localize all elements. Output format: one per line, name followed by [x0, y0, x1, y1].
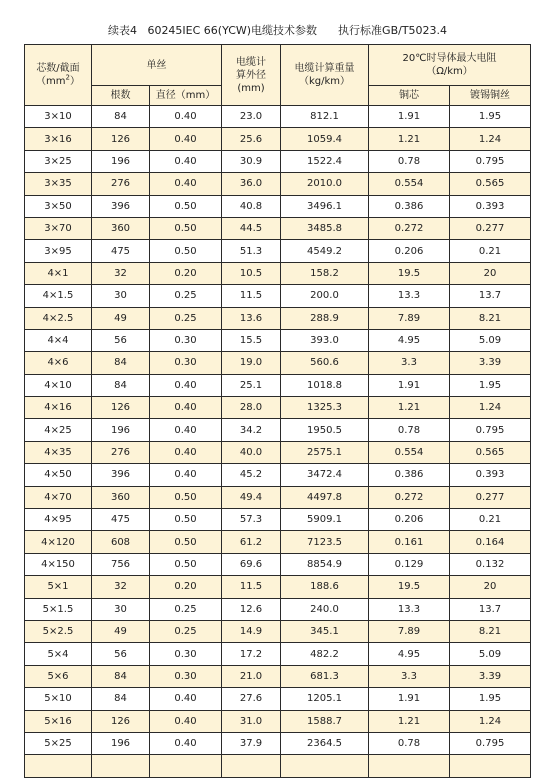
cell-tinned-resistance: 0.164 — [450, 531, 531, 553]
cell-copper-resistance: 4.95 — [369, 643, 450, 665]
table-row — [25, 553, 531, 575]
cell-core-section: 3×50 — [25, 195, 92, 217]
cell-diameter: 0.40 — [150, 441, 222, 463]
cell-count: 49 — [92, 307, 150, 329]
table-row — [25, 665, 531, 687]
cell-copper-resistance: 0.78 — [369, 419, 450, 441]
cell-count: 360 — [92, 486, 150, 508]
table-row — [25, 173, 531, 195]
cell-tinned-resistance: 8.21 — [450, 620, 531, 642]
cell-diameter: 0.40 — [150, 128, 222, 150]
cell-outer-diameter: 51.3 — [222, 240, 281, 262]
cell-tinned-resistance: 0.795 — [450, 419, 531, 441]
header-resistance: 20℃时导体最大电阻 （Ω/km） — [369, 45, 531, 86]
cell-weight: 1325.3 — [281, 397, 369, 419]
table-row — [25, 307, 531, 329]
header-core-section: 芯数/截面 $(mm^2)$ — [25, 45, 92, 106]
cell-copper-resistance: 1.91 — [369, 106, 450, 128]
cell-count: 32 — [92, 262, 150, 284]
table-body — [25, 106, 531, 778]
cell-tinned-resistance: 8.21 — [450, 307, 531, 329]
table-row — [25, 150, 531, 172]
cell-diameter: 0.25 — [150, 598, 222, 620]
cell-core-section: 4×120 — [25, 531, 92, 553]
cell-copper-resistance: 0.386 — [369, 195, 450, 217]
cell-tinned-resistance: 13.7 — [450, 285, 531, 307]
cell-core-section: 5×1 — [25, 576, 92, 598]
cell-copper-resistance: 0.206 — [369, 509, 450, 531]
cell-copper-resistance: 1.91 — [369, 688, 450, 710]
cell-diameter: 0.40 — [150, 710, 222, 732]
cell-core-section: 3×16 — [25, 128, 92, 150]
cell-tinned-resistance — [450, 755, 531, 777]
cell-copper-resistance: 3.3 — [369, 352, 450, 374]
cell-outer-diameter: 27.6 — [222, 688, 281, 710]
cell-copper-resistance: 1.91 — [369, 374, 450, 396]
table-row — [25, 285, 531, 307]
cell-count: 30 — [92, 285, 150, 307]
cell-outer-diameter: 13.6 — [222, 307, 281, 329]
cell-diameter: 0.40 — [150, 397, 222, 419]
header-copper: 铜芯 — [369, 86, 450, 106]
cell-weight: 681.3 — [281, 665, 369, 687]
cell-outer-diameter: 61.2 — [222, 531, 281, 553]
cell-weight: 1059.4 — [281, 128, 369, 150]
cell-diameter: 0.25 — [150, 285, 222, 307]
cell-weight: 345.1 — [281, 620, 369, 642]
cell-core-section: 5×4 — [25, 643, 92, 665]
table-row — [25, 441, 531, 463]
cell-weight: 482.2 — [281, 643, 369, 665]
table-row — [25, 329, 531, 351]
table-row — [25, 217, 531, 239]
cell-core-section: 4×16 — [25, 397, 92, 419]
cell-tinned-resistance: 1.95 — [450, 374, 531, 396]
cell-copper-resistance: 0.129 — [369, 553, 450, 575]
cell-diameter: 0.40 — [150, 374, 222, 396]
cell-outer-diameter: 44.5 — [222, 217, 281, 239]
cell-tinned-resistance: 0.277 — [450, 486, 531, 508]
cell-count: 56 — [92, 329, 150, 351]
cell-count: 84 — [92, 665, 150, 687]
cell-tinned-resistance: 0.132 — [450, 553, 531, 575]
cell-diameter: 0.40 — [150, 150, 222, 172]
cell-outer-diameter: 21.0 — [222, 665, 281, 687]
cell-outer-diameter: 40.8 — [222, 195, 281, 217]
cell-diameter: 0.30 — [150, 329, 222, 351]
table-row — [25, 106, 531, 128]
cell-outer-diameter: 14.9 — [222, 620, 281, 642]
table-row — [25, 397, 531, 419]
cell-core-section: 4×95 — [25, 509, 92, 531]
cell-core-section: 3×10 — [25, 106, 92, 128]
cell-count: 196 — [92, 732, 150, 754]
cell-outer-diameter: 23.0 — [222, 106, 281, 128]
cell-outer-diameter: 25.1 — [222, 374, 281, 396]
cell-copper-resistance: 0.161 — [369, 531, 450, 553]
cell-weight: 812.1 — [281, 106, 369, 128]
cell-outer-diameter: 25.6 — [222, 128, 281, 150]
cell-diameter — [150, 755, 222, 777]
cell-tinned-resistance: 0.277 — [450, 217, 531, 239]
cell-diameter: 0.30 — [150, 352, 222, 374]
cell-diameter: 0.40 — [150, 464, 222, 486]
cell-core-section: 4×2.5 — [25, 307, 92, 329]
cell-outer-diameter: 10.5 — [222, 262, 281, 284]
cell-count: 56 — [92, 643, 150, 665]
cell-diameter: 0.40 — [150, 419, 222, 441]
cell-weight: 393.0 — [281, 329, 369, 351]
cell-diameter: 0.50 — [150, 509, 222, 531]
table-row — [25, 486, 531, 508]
cell-core-section: 4×1 — [25, 262, 92, 284]
cell-outer-diameter: 34.2 — [222, 419, 281, 441]
cell-core-section: 5×10 — [25, 688, 92, 710]
cell-tinned-resistance: 20 — [450, 576, 531, 598]
cell-outer-diameter: 11.5 — [222, 285, 281, 307]
cell-copper-resistance: 0.272 — [369, 486, 450, 508]
cell-weight: 2010.0 — [281, 173, 369, 195]
cell-tinned-resistance: 0.795 — [450, 150, 531, 172]
cell-outer-diameter: 28.0 — [222, 397, 281, 419]
cell-count: 32 — [92, 576, 150, 598]
cell-tinned-resistance: 5.09 — [450, 329, 531, 351]
cell-diameter: 0.50 — [150, 195, 222, 217]
cell-tinned-resistance: 0.795 — [450, 732, 531, 754]
cell-core-section: 4×6 — [25, 352, 92, 374]
table-row — [25, 128, 531, 150]
cell-weight: 1205.1 — [281, 688, 369, 710]
cell-weight: 188.6 — [281, 576, 369, 598]
cell-outer-diameter: 12.6 — [222, 598, 281, 620]
cell-outer-diameter: 15.5 — [222, 329, 281, 351]
cell-tinned-resistance: 0.393 — [450, 195, 531, 217]
cell-core-section: 3×25 — [25, 150, 92, 172]
header-outer-diameter: 电缆计 算外径 (mm) — [222, 45, 281, 106]
cell-core-section: 4×70 — [25, 486, 92, 508]
cell-tinned-resistance: 1.24 — [450, 397, 531, 419]
cell-tinned-resistance: 0.565 — [450, 441, 531, 463]
cell-core-section: 5×1.5 — [25, 598, 92, 620]
cell-core-section: 3×70 — [25, 217, 92, 239]
cell-core-section: 4×25 — [25, 419, 92, 441]
cell-copper-resistance: 7.89 — [369, 620, 450, 642]
table-row — [25, 643, 531, 665]
cell-outer-diameter: 30.9 — [222, 150, 281, 172]
cell-count: 84 — [92, 106, 150, 128]
cell-tinned-resistance: 0.21 — [450, 240, 531, 262]
cell-core-section: 4×1.5 — [25, 285, 92, 307]
cell-core-section: 4×150 — [25, 553, 92, 575]
cell-count: 49 — [92, 620, 150, 642]
cell-tinned-resistance: 0.21 — [450, 509, 531, 531]
cell-outer-diameter — [222, 755, 281, 777]
table-row — [25, 509, 531, 531]
cell-count: 608 — [92, 531, 150, 553]
cell-count: 196 — [92, 419, 150, 441]
cell-weight: 158.2 — [281, 262, 369, 284]
table-row — [25, 710, 531, 732]
cell-count: 276 — [92, 441, 150, 463]
cell-copper-resistance: 19.5 — [369, 262, 450, 284]
cell-copper-resistance: 1.21 — [369, 128, 450, 150]
cell-weight: 200.0 — [281, 285, 369, 307]
cell-weight: 8854.9 — [281, 553, 369, 575]
cell-tinned-resistance: 1.95 — [450, 688, 531, 710]
cell-weight: 240.0 — [281, 598, 369, 620]
header-count: 根数 — [92, 86, 150, 106]
cell-count: 126 — [92, 397, 150, 419]
table-row — [25, 419, 531, 441]
cell-tinned-resistance: 3.39 — [450, 665, 531, 687]
cell-count: 276 — [92, 173, 150, 195]
cell-outer-diameter: 45.2 — [222, 464, 281, 486]
cell-outer-diameter: 69.6 — [222, 553, 281, 575]
cell-outer-diameter: 17.2 — [222, 643, 281, 665]
cell-weight: 2575.1 — [281, 441, 369, 463]
cell-weight — [281, 755, 369, 777]
cell-weight: 1588.7 — [281, 710, 369, 732]
table-row — [25, 531, 531, 553]
cell-diameter: 0.40 — [150, 106, 222, 128]
header-diameter: 直径（mm） — [150, 86, 222, 106]
cell-tinned-resistance: 0.393 — [450, 464, 531, 486]
cell-outer-diameter: 31.0 — [222, 710, 281, 732]
cell-count: 84 — [92, 688, 150, 710]
cell-diameter: 0.50 — [150, 217, 222, 239]
cell-weight: 4497.8 — [281, 486, 369, 508]
table-row — [25, 755, 531, 777]
cell-count: 475 — [92, 509, 150, 531]
cell-outer-diameter: 37.9 — [222, 732, 281, 754]
cell-weight: 5909.1 — [281, 509, 369, 531]
cell-diameter: 0.40 — [150, 732, 222, 754]
cell-copper-resistance: 0.554 — [369, 173, 450, 195]
cell-diameter: 0.25 — [150, 307, 222, 329]
cell-diameter: 0.20 — [150, 262, 222, 284]
cell-tinned-resistance: 13.7 — [450, 598, 531, 620]
cell-count: 196 — [92, 150, 150, 172]
cell-diameter: 0.30 — [150, 665, 222, 687]
cell-tinned-resistance: 5.09 — [450, 643, 531, 665]
cell-weight: 3472.4 — [281, 464, 369, 486]
header-tinned: 镀锡铜丝 — [450, 86, 531, 106]
header-single-wire: 单丝 — [92, 45, 222, 86]
cell-count: 475 — [92, 240, 150, 262]
cell-copper-resistance: 0.386 — [369, 464, 450, 486]
cell-weight: 1018.8 — [281, 374, 369, 396]
cell-core-section — [25, 755, 92, 777]
cell-count: 84 — [92, 352, 150, 374]
cell-copper-resistance: 4.95 — [369, 329, 450, 351]
cell-core-section: 3×35 — [25, 173, 92, 195]
cell-core-section: 5×2.5 — [25, 620, 92, 642]
cell-core-section: 4×10 — [25, 374, 92, 396]
cell-outer-diameter: 11.5 — [222, 576, 281, 598]
cell-weight: 560.6 — [281, 352, 369, 374]
cell-count: 360 — [92, 217, 150, 239]
header-weight: 电缆计算重量 （kg/km） — [281, 45, 369, 106]
table-row — [25, 620, 531, 642]
cell-core-section: 4×35 — [25, 441, 92, 463]
cell-count: 396 — [92, 464, 150, 486]
cell-count: 84 — [92, 374, 150, 396]
cell-count: 126 — [92, 710, 150, 732]
table-row — [25, 576, 531, 598]
cell-weight: 1522.4 — [281, 150, 369, 172]
cell-diameter: 0.50 — [150, 553, 222, 575]
cell-outer-diameter: 49.4 — [222, 486, 281, 508]
cell-diameter: 0.50 — [150, 486, 222, 508]
cell-tinned-resistance: 0.565 — [450, 173, 531, 195]
cell-count: 30 — [92, 598, 150, 620]
cell-tinned-resistance: 1.24 — [450, 710, 531, 732]
cell-tinned-resistance: 1.95 — [450, 106, 531, 128]
cell-count: 756 — [92, 553, 150, 575]
cell-weight: 3485.8 — [281, 217, 369, 239]
cell-diameter: 0.40 — [150, 173, 222, 195]
table-row — [25, 688, 531, 710]
cell-copper-resistance: 19.5 — [369, 576, 450, 598]
cell-core-section: 5×6 — [25, 665, 92, 687]
cell-weight: 288.9 — [281, 307, 369, 329]
cell-tinned-resistance: 20 — [450, 262, 531, 284]
cell-copper-resistance: 0.78 — [369, 150, 450, 172]
cell-diameter: 0.30 — [150, 643, 222, 665]
cell-core-section: 4×50 — [25, 464, 92, 486]
cell-outer-diameter: 57.3 — [222, 509, 281, 531]
cell-diameter: 0.50 — [150, 240, 222, 262]
cell-copper-resistance — [369, 755, 450, 777]
cell-copper-resistance: 13.3 — [369, 285, 450, 307]
cell-count — [92, 755, 150, 777]
table-row — [25, 374, 531, 396]
table-row — [25, 732, 531, 754]
cell-count: 126 — [92, 128, 150, 150]
cell-diameter: 0.25 — [150, 620, 222, 642]
cell-outer-diameter: 19.0 — [222, 352, 281, 374]
cell-copper-resistance: 7.89 — [369, 307, 450, 329]
cell-count: 396 — [92, 195, 150, 217]
cell-copper-resistance: 0.206 — [369, 240, 450, 262]
cell-diameter: 0.20 — [150, 576, 222, 598]
cell-copper-resistance: 0.78 — [369, 732, 450, 754]
cell-core-section: 5×25 — [25, 732, 92, 754]
cell-weight: 7123.5 — [281, 531, 369, 553]
cell-copper-resistance: 1.21 — [369, 397, 450, 419]
table-row — [25, 352, 531, 374]
cell-weight: 1950.5 — [281, 419, 369, 441]
table-row — [25, 262, 531, 284]
table-caption: 续表4 60245IEC 66(YCW)电缆技术参数 执行标准GB/T5023.4 — [107, 24, 448, 37]
cell-copper-resistance: 3.3 — [369, 665, 450, 687]
cell-weight: 3496.1 — [281, 195, 369, 217]
table-row — [25, 464, 531, 486]
cell-core-section: 5×16 — [25, 710, 92, 732]
cable-spec-table — [24, 44, 531, 778]
table-row — [25, 598, 531, 620]
cell-core-section: 4×4 — [25, 329, 92, 351]
cell-copper-resistance: 0.272 — [369, 217, 450, 239]
cell-weight: 2364.5 — [281, 732, 369, 754]
table-row — [25, 195, 531, 217]
cell-tinned-resistance: 3.39 — [450, 352, 531, 374]
table-row — [25, 240, 531, 262]
cell-weight: 4549.2 — [281, 240, 369, 262]
cell-diameter: 0.50 — [150, 531, 222, 553]
cell-core-section: 3×95 — [25, 240, 92, 262]
cell-copper-resistance: 0.554 — [369, 441, 450, 463]
cell-outer-diameter: 40.0 — [222, 441, 281, 463]
cell-tinned-resistance: 1.24 — [450, 128, 531, 150]
cell-copper-resistance: 13.3 — [369, 598, 450, 620]
cell-diameter: 0.40 — [150, 688, 222, 710]
cell-copper-resistance: 1.21 — [369, 710, 450, 732]
cell-outer-diameter: 36.0 — [222, 173, 281, 195]
